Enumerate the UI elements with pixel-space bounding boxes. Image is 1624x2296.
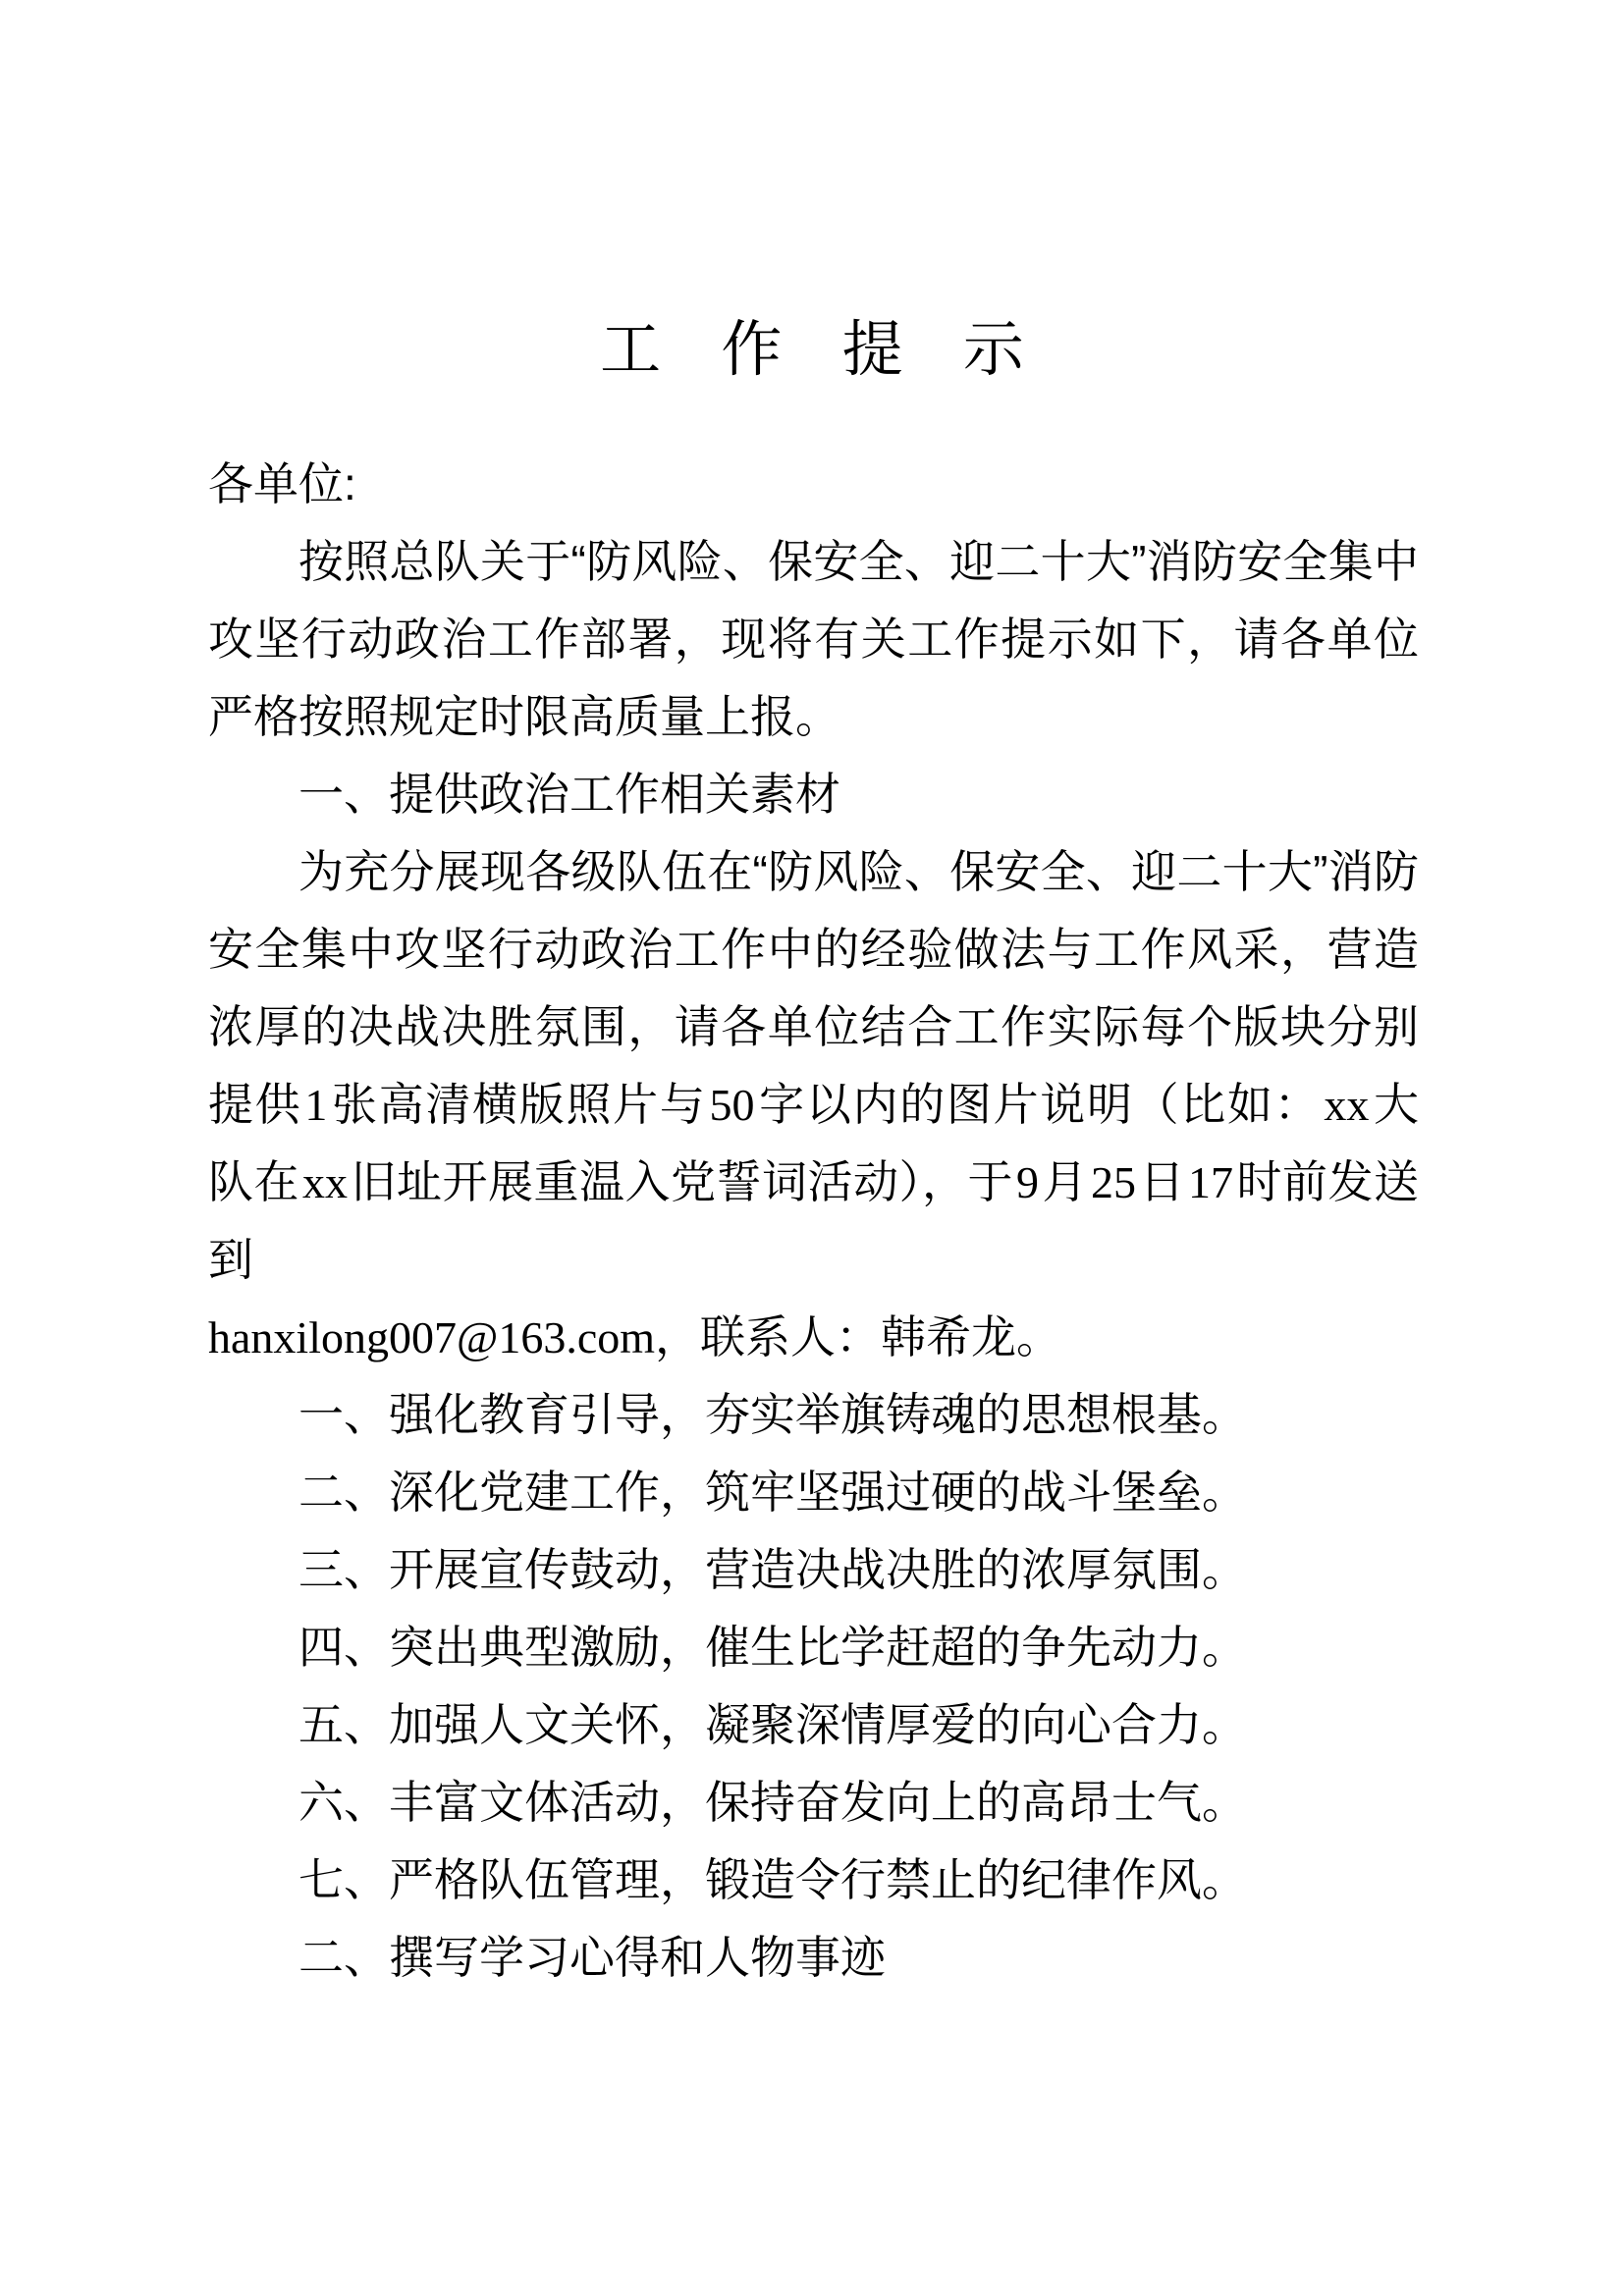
- list-item: 一、强化教育引导，夯实举旗铸魂的思想根基。: [298, 1389, 1247, 1440]
- contact-line: [208, 1299, 1419, 1376]
- list-item: 五、加强人文关怀，凝聚深情厚爱的向心合力。: [298, 1699, 1247, 1750]
- photo-count: 1: [304, 1080, 328, 1130]
- section-one-body-part2: 张高清横版照片与: [330, 1079, 707, 1130]
- list-item: 六、丰富文体活动，保持奋发向上的高昂士气。: [298, 1777, 1247, 1828]
- list-item: 三、开展宣传鼓动，营造决战决胜的浓厚氛围。: [298, 1544, 1247, 1595]
- section-one-body-part6: 时前发送到: [208, 1156, 1419, 1285]
- list-item: 二、深化党建工作，筑牢坚强过硬的战斗堡垒。: [298, 1467, 1247, 1518]
- section-one-body-part3: 字以内的图片说明（比如：: [757, 1079, 1322, 1130]
- section-one-body: [208, 833, 1419, 1299]
- deadline-month: 9: [1016, 1157, 1039, 1207]
- deadline-hour: 17: [1188, 1157, 1233, 1207]
- deadline-month-unit: 月: [1042, 1156, 1088, 1207]
- section-two-heading: 二、撰写学习心得和人物事迹: [298, 1932, 886, 1983]
- section-one-body-part1: 为充分展现各级队伍在“防风险、保安全、迎二十大”消防安全集中攻坚行动政治工作中的经验做法与工作风采，营造浓厚的决战决胜氛围，请各单位结合工作实际每个版块分别提供: [208, 846, 1419, 1130]
- list-item: 七、严格队伍管理，锻造令行禁止的纪律作风。: [298, 1854, 1247, 1905]
- contact-person: ，联系人：韩希龙。: [655, 1311, 1062, 1362]
- section-one-heading: 一、提供政治工作相关素材: [298, 769, 840, 820]
- list-item: 四、突出典型激励，催生比学赶超的争先动力。: [298, 1622, 1247, 1673]
- section-one-body-part4: 大队在: [208, 1079, 1420, 1207]
- contact-email: hanxilong007@163.com: [208, 1312, 656, 1362]
- salutation: 各单位:: [208, 458, 356, 509]
- deadline-day: 25: [1091, 1157, 1136, 1207]
- placeholder-xx-2: xx: [302, 1157, 348, 1207]
- intro-paragraph: 按照总队关于“防风险、保安全、迎二十大”消防安全集中攻坚行动政治工作部署，现将有关工作提示如下，请各单位严格按照规定时限高质量上报。: [208, 536, 1419, 742]
- placeholder-xx-1: xx: [1324, 1080, 1370, 1130]
- section-one-body-part5: 旧址开展重温入党誓词活动），于: [351, 1156, 1013, 1207]
- page-title: 工 作 提 示: [600, 315, 1046, 384]
- document-body: [208, 446, 1419, 1997]
- deadline-day-unit: 日: [1139, 1156, 1185, 1207]
- caption-char-limit: 50: [709, 1080, 755, 1130]
